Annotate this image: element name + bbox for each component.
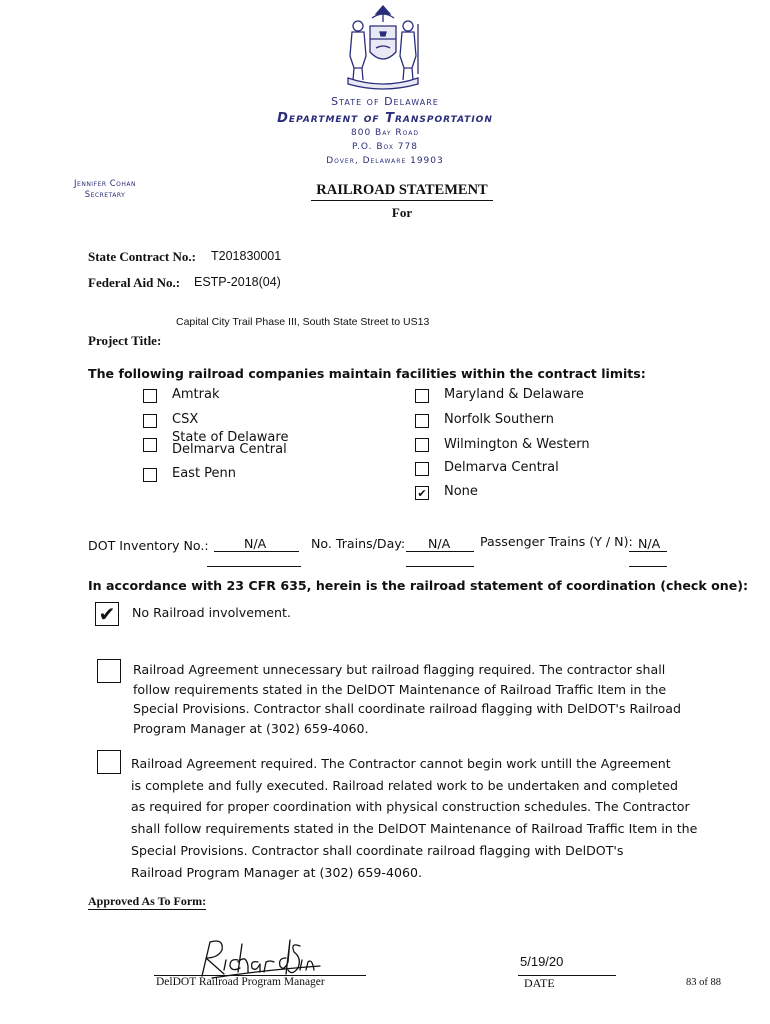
checkbox-agreement-unnecessary[interactable] [97, 659, 121, 683]
paragraph-line: as required for proper coordination with physical construction schedules. The Contractor [131, 799, 690, 815]
state-contract-label: State Contract No.: [88, 249, 196, 264]
label-norfolk-southern: Norfolk Southern [444, 412, 554, 427]
checkbox-norfolk-southern[interactable] [415, 414, 429, 428]
checkbox-agreement-required[interactable] [97, 750, 121, 774]
paragraph-line: Railroad Agreement unnecessary but railroad flagging required. The contractor shall [133, 662, 666, 677]
passenger-trains-underline [629, 566, 667, 567]
trains-per-day-value: N/A [406, 536, 474, 552]
label-delmarva-central: Delmarva Central [444, 460, 559, 475]
approval-date-value: 5/19/20 [520, 954, 564, 969]
checkbox-delmarva-central[interactable] [415, 462, 429, 476]
label-state-of-delaware-line1: State of Delaware [172, 430, 289, 445]
checkmark-icon: ✔ [417, 486, 427, 500]
project-title-value: Capital City Trail Phase III, South State Street to US13 [176, 316, 430, 328]
label-amtrak: Amtrak [172, 387, 220, 402]
date-label: DATE [524, 976, 555, 990]
label-state-of-delaware-line2: Delmarva Central [172, 442, 287, 457]
page-number: 83 of 88 [686, 977, 721, 988]
option-no-railroad-involvement: No Railroad involvement. [132, 605, 291, 620]
paragraph-line: Program Manager at (302) 659-4060. [133, 720, 369, 736]
checkmark-icon: ✔ [98, 602, 116, 626]
label-maryland-delaware: Maryland & Delaware [444, 387, 584, 402]
secretary-block [50, 179, 160, 201]
paragraph-line: is complete and fully executed. Railroad related work to be undertaken and completed [131, 777, 678, 793]
delaware-state-seal-icon [336, 4, 430, 90]
secretary-title: Secretary [84, 190, 126, 200]
federal-aid-label: Federal Aid No.: [88, 275, 181, 290]
secretary-name: Jennifer Cohan [74, 179, 136, 189]
option-agreement-unnecessary-text [133, 660, 681, 738]
address-line-3: Dover, Delaware 19903 [326, 156, 444, 166]
paragraph-line: Special Provisions. Contractor shall coordinate railroad flagging with DelDOT's Railroad [133, 701, 681, 716]
paragraph-line: shall follow requirements stated in the DelDOT Maintenance of Railroad Traffic Item in the [131, 821, 698, 837]
department-name: Department of Transportation [277, 111, 493, 126]
label-state-of-delaware [172, 432, 288, 456]
railroads-heading: The following railroad companies maintain facilities within the contract limits: [88, 366, 646, 381]
trains-per-day-underline [406, 566, 474, 567]
paragraph-line: Railroad Program Manager at (302) 659-4060. [131, 864, 423, 880]
label-none: None [444, 484, 478, 499]
paragraph-line: follow requirements stated in the DelDOT Maintenance of Railroad Traffic Item in the [133, 681, 667, 697]
paragraph-line: Special Provisions. Contractor shall coordinate railroad flagging with DelDOT's [131, 842, 624, 858]
address-line-2: P.O. Box 778 [352, 142, 418, 152]
coordination-heading: In accordance with 23 CFR 635, herein is the railroad statement of coordination (check one): [88, 578, 749, 593]
approved-as-to-form-label: Approved As To Form: [88, 894, 207, 908]
passenger-trains-value: N/A [629, 536, 667, 552]
address-line-1: 800 Bay Road [351, 128, 419, 138]
state-name: State of Delaware [331, 95, 439, 108]
paragraph-line: Railroad Agreement required. The Contractor cannot begin work untill the Agreement [131, 756, 671, 771]
state-contract-value: T201830001 [211, 249, 282, 263]
checkbox-csx[interactable] [143, 414, 157, 428]
label-csx: CSX [172, 412, 199, 427]
label-east-penn: East Penn [172, 466, 237, 481]
checkbox-state-of-delaware[interactable] [143, 438, 157, 452]
option-agreement-required-text [131, 753, 697, 883]
page-title: RAILROAD STATEMENT [311, 182, 493, 201]
signer-title: DelDOT Railroad Program Manager [156, 976, 325, 988]
trains-per-day-label: No. Trains/Day: [311, 536, 406, 551]
checkbox-none[interactable] [415, 486, 429, 500]
passenger-trains-label: Passenger Trains (Y / N): [480, 534, 633, 549]
checkbox-maryland-delaware[interactable] [415, 389, 429, 403]
federal-aid-value: ESTP-2018(04) [194, 275, 281, 289]
checkbox-amtrak[interactable] [143, 389, 157, 403]
dot-inventory-value: N/A [214, 536, 299, 552]
checkbox-east-penn[interactable] [143, 468, 157, 482]
project-title-label: Project Title: [88, 333, 162, 348]
dot-inventory-label: DOT Inventory No.: [88, 538, 209, 553]
page-subtitle: For [391, 205, 413, 220]
checkbox-wilmington-western[interactable] [415, 438, 429, 452]
dot-inventory-underline [207, 566, 301, 567]
label-wilmington-western: Wilmington & Western [444, 437, 590, 452]
checkbox-no-railroad-involvement[interactable] [95, 602, 119, 626]
